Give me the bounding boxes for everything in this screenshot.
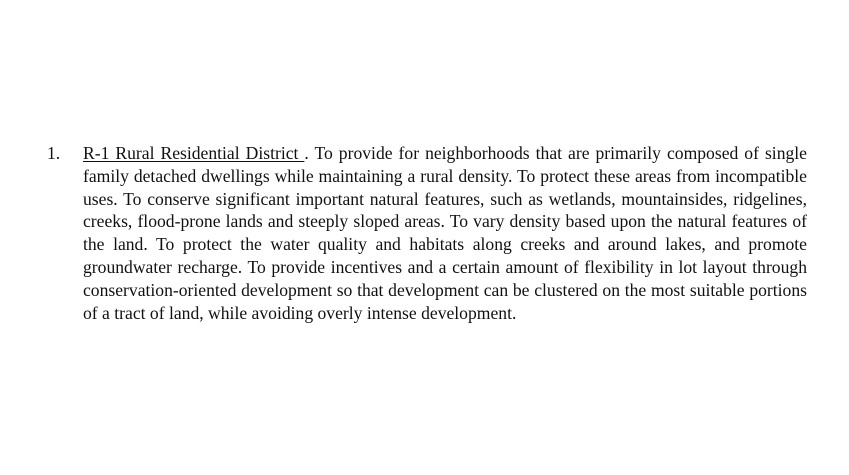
district-body-text: To provide for neighborhoods that are primarily composed of single family detached dwellings while maintaining a rural density. To protect these areas from incompatible uses. To conserve significant important natural features, such as wetlands, mountainsides, ridgelines, creeks, flood-prone lands and steeply sloped areas. To vary density based upon the natural features of the land. To protect the water quality and habitats along creeks and around lakes, and promote groundwater recharge. To provide incentives and a certain amount of flexibility in lot layout through conservation-oriented development so that development can be clustered on the most suitable portions of a tract of land, while avoiding overly intense development. (83, 143, 807, 323)
list-item-r1-district (47, 142, 807, 324)
list-item-number: 1. (47, 143, 61, 163)
district-description (83, 142, 807, 324)
district-title: R-1 Rural Residential District (83, 143, 305, 163)
title-punctuation: . (304, 143, 309, 163)
